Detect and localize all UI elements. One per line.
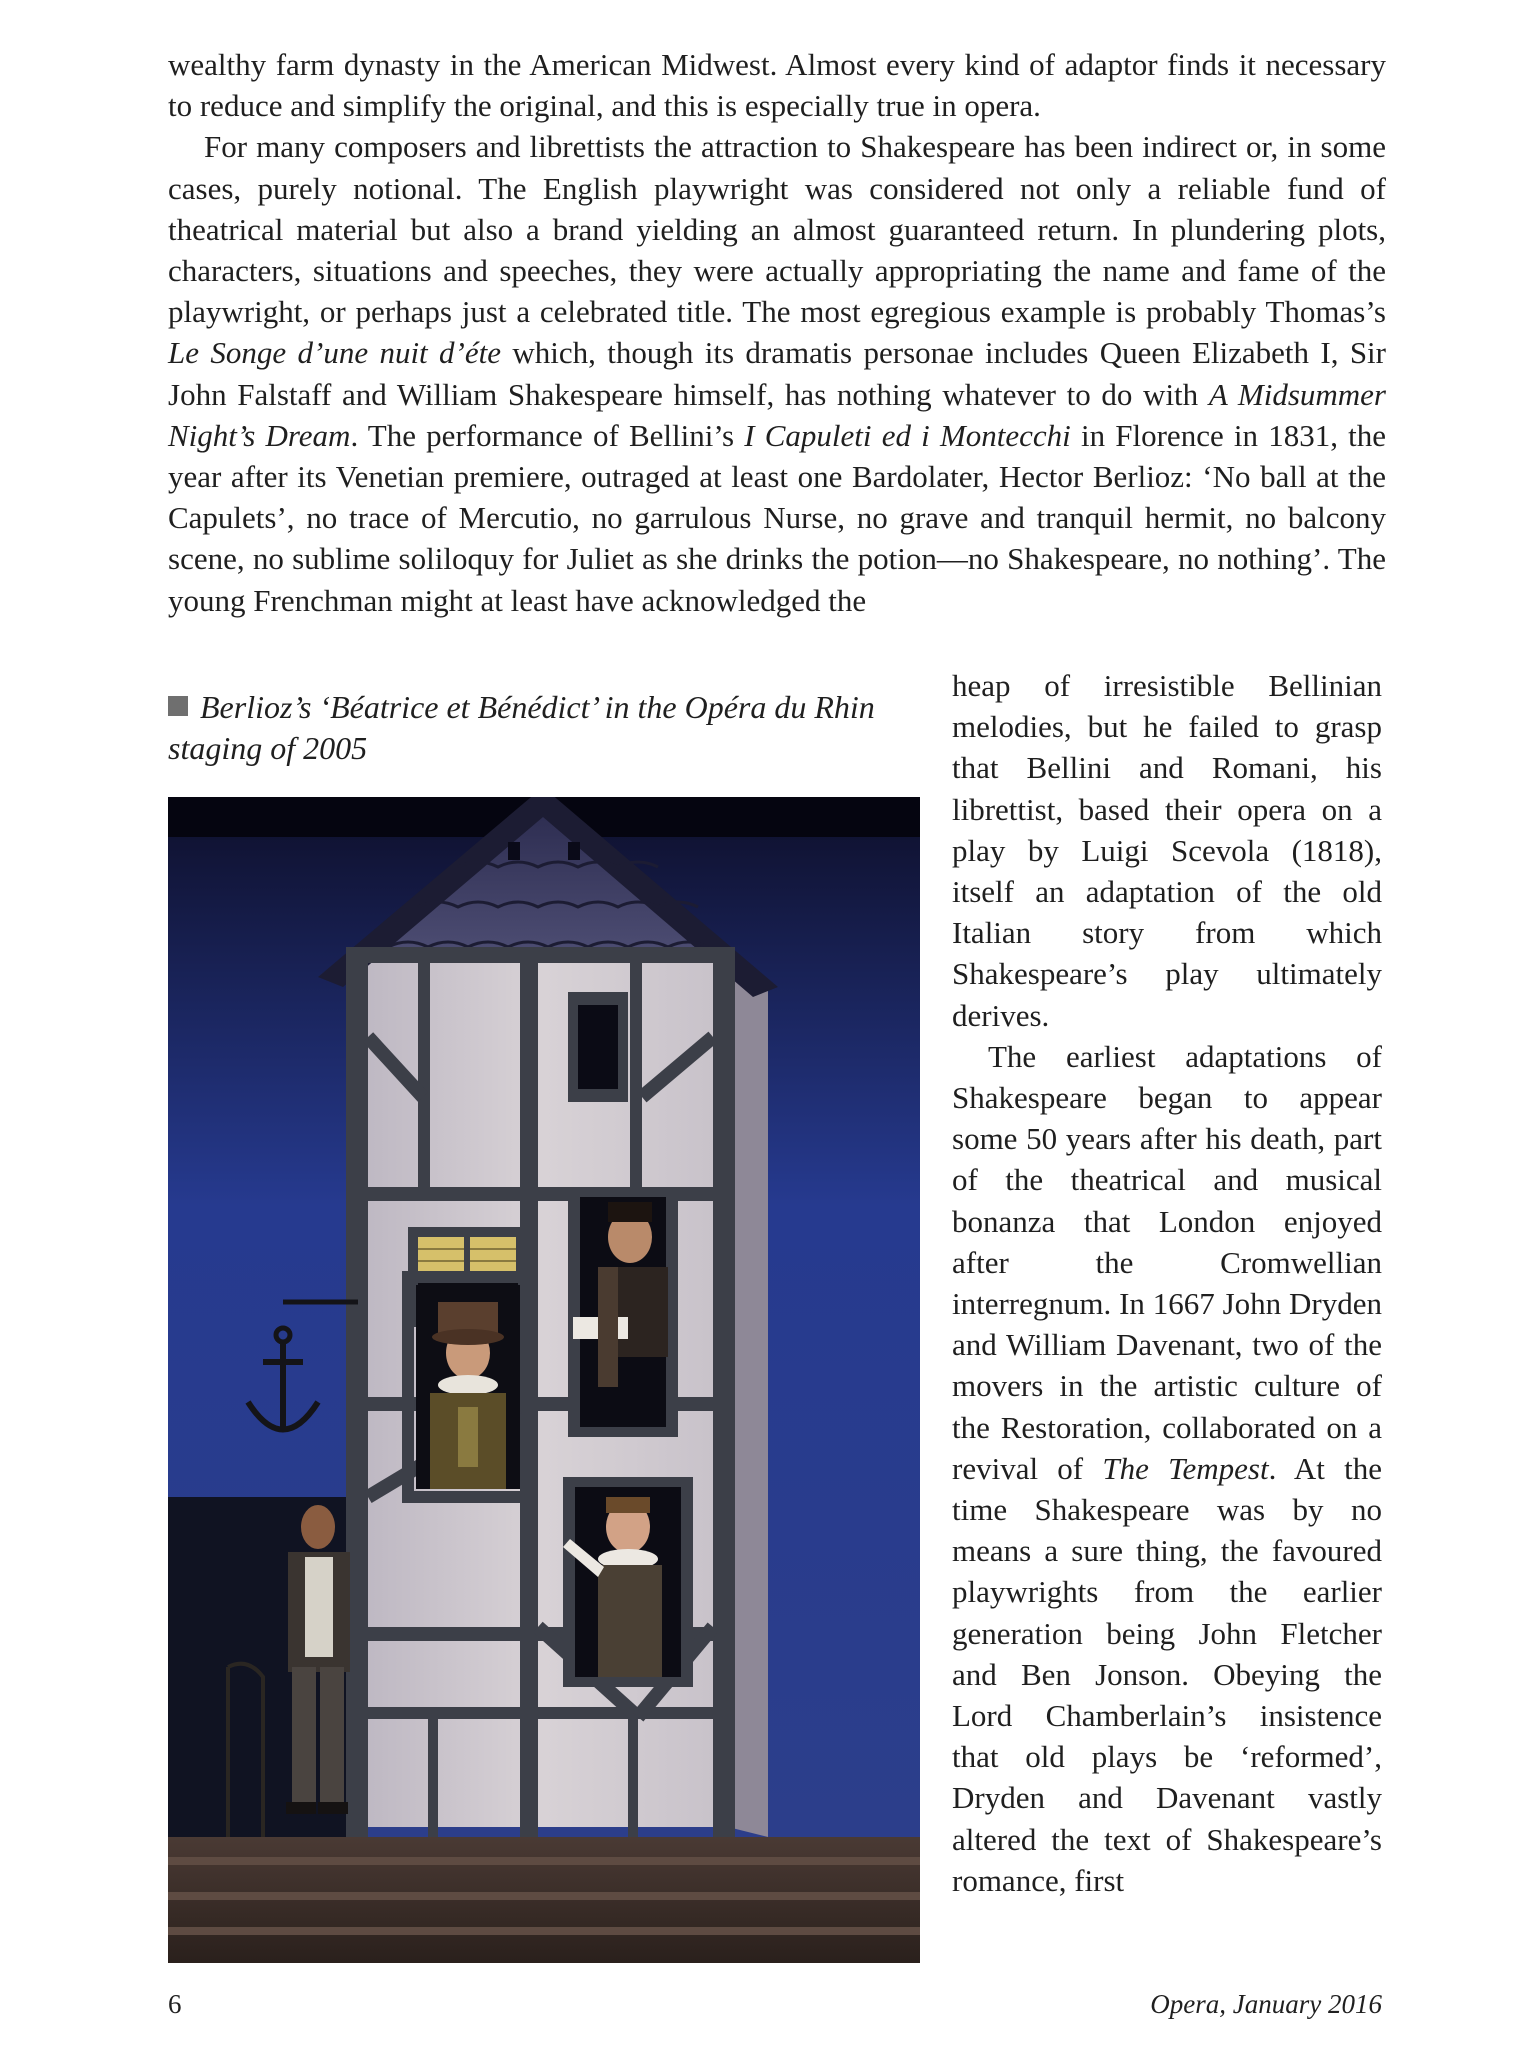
caption-square-icon xyxy=(168,696,188,716)
right-column-text xyxy=(952,665,1382,1901)
paragraph-text: in Florence in 1831, the year after its Venetian premiere, outraged at least one Bardolater, Hector Berlioz: ‘No ball at the Capulets’, no trace of Mercutio, no garrulous Nurse, no grave and tranquil hermit, no balcony scene, no sublime soliloquy for Juliet as she drinks the potion—no Shakespeare, no nothing’. The young Frenchman might at least have acknowledged the xyxy=(168,417,1386,618)
paragraph-bellini xyxy=(952,665,1382,1036)
caption-text: Berlioz’s ‘Béatrice et Bénédict’ in the Opéra du Rhin staging of 2005 xyxy=(168,689,875,766)
work-title: The Tempest xyxy=(1102,1450,1269,1486)
page-number: 6 xyxy=(168,1989,182,2019)
paragraph-continued xyxy=(168,44,1386,126)
paragraph-text: . The performance of Bellini’s xyxy=(350,417,745,453)
paragraph-shakespeare-adaptation xyxy=(168,126,1386,620)
publication-footer: Opera, January 2016 xyxy=(1150,1989,1382,2019)
paragraph-earliest-adaptations xyxy=(952,1036,1382,1901)
work-title: I Capuleti ed i Montecchi xyxy=(744,417,1071,453)
intro-text xyxy=(168,44,1386,621)
paragraph-text: wealthy farm dynasty in the American Midwest. Almost every kind of adaptor finds it necessary to reduce and simplify the original, and this is especially true in opera. xyxy=(168,47,1386,124)
paragraph-text: The earliest adaptations of Shakespeare began to appear some 50 years after his death, part of the theatrical and musical bonanza that London enjoyed after the Cromwellian interregnum. In 1667 John Dryden and William Davenant, two of the movers in the artistic culture of the Restoration, collaborated on a revival of xyxy=(952,1038,1382,1486)
photo-caption xyxy=(168,687,888,769)
work-title: A Midsummer Night’s Dream xyxy=(168,376,1386,453)
stage-photo-illustration xyxy=(168,797,920,1963)
paragraph-text: heap of irresistible Bellinian melodies, but he failed to grasp that Bellini and Romani, his librettist, based their opera on a play by Luigi Scevola (1818), itself an adaptation of the old Italian story from which Shakespeare’s play ultimately derives. xyxy=(952,668,1382,1033)
stage-photo xyxy=(168,797,920,1963)
paragraph-text: . At the time Shakespeare was by no means a sure thing, the favoured playwrights from the earlier generation being John Fletcher and Ben Jonson. Obeying the Lord Chamberlain’s insistence that old plays be ‘reformed’, Dryden and Davenant vastly altered the text of Shakespeare’s romance, first xyxy=(952,1450,1382,1898)
paragraph-text: For many composers and librettists the attraction to Shakespeare has been indirect or, in some cases, purely notional. The English playwright was considered not only a reliable fund of theatrical material but also a brand yielding an almost guaranteed return. In plundering plots, characters, situations and speeches, they were actually appropriating the name and fame of the playwright, or perhaps just a celebrated title. The most egregious example is probably Thomas’s xyxy=(168,129,1386,330)
work-title: Le Songe d’une nuit d’éte xyxy=(168,335,501,371)
paragraph-text: which, though its dramatis personae includes Queen Elizabeth I, Sir John Falstaff and William Shakespeare himself, has nothing whatever to do with xyxy=(168,335,1386,412)
